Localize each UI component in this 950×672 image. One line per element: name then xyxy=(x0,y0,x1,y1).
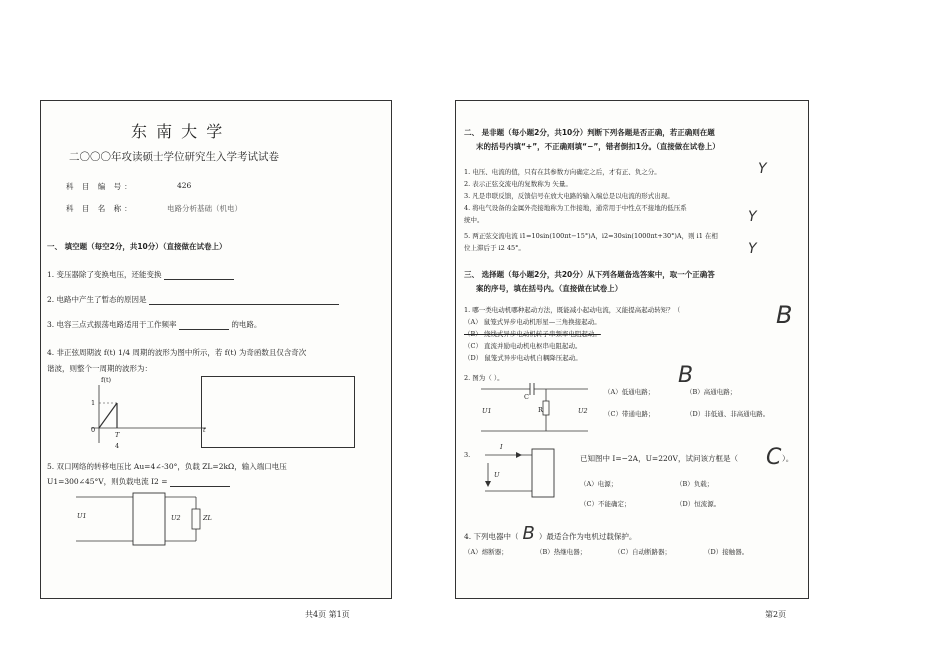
s3-q1-a: （A） 鼠笼式异步电动机形星—三角换接起动。 xyxy=(464,318,601,326)
s2-q2: 2. 表示正弦交流电的复数称为 矢量。 xyxy=(464,180,572,188)
q4-T-label: T xyxy=(115,431,120,439)
section2-line2: 末的括号内填“+”，不正确则填“−”，错者倒扣1分。（直接做在试卷上） xyxy=(476,142,720,151)
exam-page-2 xyxy=(455,100,809,599)
university-name: 东 南 大 学 xyxy=(131,122,225,141)
s2-q3: 3. 凡是串联反馈，反馈信号在放大电路的输入端总是以电流的形式出现。 xyxy=(464,192,674,200)
s3-q3-a: （A）电源； xyxy=(580,480,618,488)
section2-line1: 二、 是非题（每小题2分，共10分）判断下列各题是否正确，若正确则在题 xyxy=(464,128,715,137)
s3-q4-text-post: ）最适合作为电机过载保护。 xyxy=(538,532,637,541)
s3-q1-d: （D） 鼠笼式异步电动机自耦降压起动。 xyxy=(464,354,582,362)
s2-mark-2: Y xyxy=(748,209,757,225)
s2-q5-line2: 位上滞后于 i2 45°。 xyxy=(464,244,525,252)
page2-footer: 第2页 xyxy=(765,610,787,619)
q4-line2: 谐波，则整个一周期的波形为： xyxy=(47,364,152,373)
exam-title: 二〇〇〇年攻读硕士学位研究生入学考试试卷 xyxy=(69,151,279,163)
q2-blank[interactable] xyxy=(149,295,339,305)
s3-q2-C-label: C xyxy=(524,393,529,401)
s2-q5-line1: 5. 两正弦交流电流 i1=10sin(100πt−15°)A，i2=30sin(1000πt+30°)A，则 i1 在相 xyxy=(464,232,718,240)
s3-q4-text: 4. 下列电器中（ xyxy=(464,532,519,541)
s3-q4-c: （C）自动断路器； xyxy=(614,548,671,556)
s3-q3-b: （B）负载； xyxy=(676,480,714,488)
s3-q2-answer: B xyxy=(678,363,694,388)
s3-q4-b: （B）热继电器； xyxy=(536,548,587,556)
q4-waveform xyxy=(81,373,211,453)
s3-q1-answer: B xyxy=(776,301,793,329)
s3-q3-text: 已知图中 I=−2A，U=220V，试问该方框是（ xyxy=(580,454,738,463)
s3-q4-answer: B xyxy=(522,523,535,544)
s3-q3-I-label: I xyxy=(500,443,503,451)
s3-q3-answer: C xyxy=(766,445,782,470)
q5-line2 xyxy=(47,476,230,487)
q3-text-post: 的电路。 xyxy=(231,320,262,329)
course-code-label: 科 目 编 号： xyxy=(66,182,135,191)
s2-mark-1: Y xyxy=(758,161,767,177)
s3-q3-U-label: U xyxy=(494,471,500,479)
course-name-label: 科 目 名 称： xyxy=(66,204,135,213)
s3-q4 xyxy=(464,523,636,544)
course-name: 电路分析基础（机电） xyxy=(167,204,242,213)
q3 xyxy=(47,319,261,330)
q4-four-label: 4 xyxy=(115,442,120,450)
section1-title: 一、 填空题（每空2分，共10分）（直接做在试卷上） xyxy=(47,242,227,251)
s3-q3-close: ）。 xyxy=(782,454,794,463)
q5-line1: 5. 双口网络的转移电压比 Au=4∠-30°，负载 ZL=2kΩ，输入端口电压 xyxy=(47,462,287,471)
q5-U1-label: U1 xyxy=(77,512,87,520)
q4-one-label: 1 xyxy=(91,399,96,407)
page1-footer: 共4页 第1页 xyxy=(305,610,350,619)
q4-zero-label: 0 xyxy=(91,426,96,434)
q2 xyxy=(47,294,339,305)
q5-text: U1=300∠45°V，则负载电流 I2 = xyxy=(47,477,168,486)
s3-q2-U1-label: U1 xyxy=(482,407,492,415)
s3-q3: 3. xyxy=(464,451,471,459)
q4-answer-box[interactable] xyxy=(201,376,355,448)
s3-q3-circuit xyxy=(480,445,560,500)
s3-q2-c: （C）带通电路； xyxy=(604,410,655,418)
q1-text: 1. 变压器除了变换电压，还能变换 xyxy=(47,270,162,279)
section3-line2: 案的序号，填在括号内。（直接做在试卷上） xyxy=(476,284,623,293)
s3-q4-a: （A）熔断器； xyxy=(464,548,508,556)
s3-q1-c: （C） 直流并励电动机电枢串电阻起动。 xyxy=(464,342,582,350)
q4-line1: 4. 非正弦周期波 f(t) 1/4 周期的波形为图中所示，若 f(t) 为奇函数且仅含奇次 xyxy=(47,348,307,357)
q1-blank[interactable] xyxy=(164,270,234,280)
q5-ZL-label: ZL xyxy=(203,514,212,522)
s3-q1: 1. 哪一类电动机哪种起动方法，既能减小起动电流，又能提高起动转矩？（ xyxy=(464,306,681,314)
s2-mark-3: Y xyxy=(748,241,757,257)
s2-q4-line2: 统中。 xyxy=(464,216,484,224)
s3-q2-R-label: R xyxy=(538,406,543,414)
q3-blank[interactable] xyxy=(179,320,229,330)
q3-text-pre: 3. 电容三点式振荡电路适用于工作频率 xyxy=(47,320,177,329)
s3-q4-d: （D）接触器。 xyxy=(704,548,749,556)
s3-q1-b: （B） 绕线式异步电动机转子串频率电阻起动。 xyxy=(464,330,601,338)
q4-ft-label: f(t) xyxy=(101,376,112,384)
s3-q2-d: （D）非低通、非高通电路。 xyxy=(686,410,770,418)
s3-q2-a: （A）低通电路； xyxy=(604,388,655,396)
s3-q2: 2. 图为（ ）。 xyxy=(464,374,504,382)
section3-line1: 三、 选择题（每小题2分，共20分）从下列各题备选答案中，取一个正确答 xyxy=(464,270,715,279)
q5-circuit xyxy=(71,489,211,549)
q4-t-label: t xyxy=(203,426,206,434)
exam-page-1 xyxy=(40,100,392,599)
s3-q3-c: （C）不能确定； xyxy=(580,500,631,508)
s2-q1: 1. 电压、电流的值，只有在其参数方向确定之后，才有正、负之分。 xyxy=(464,168,661,176)
course-code: 426 xyxy=(177,181,192,190)
s3-q3-d: （D）恒流源。 xyxy=(676,500,721,508)
q2-text: 2. 电路中产生了暂态的原因是 xyxy=(47,295,147,304)
s3-q2-b: （B）高通电路； xyxy=(686,388,737,396)
q1 xyxy=(47,269,234,280)
s2-q4-line1: 4. 将电气设备的金属外壳接地称为工作接地，通常用于中性点不接地的低压系 xyxy=(464,204,687,212)
q5-U2-label: U2 xyxy=(171,514,181,522)
q5-blank[interactable] xyxy=(170,477,230,487)
s3-q2-U2-label: U2 xyxy=(578,407,588,415)
